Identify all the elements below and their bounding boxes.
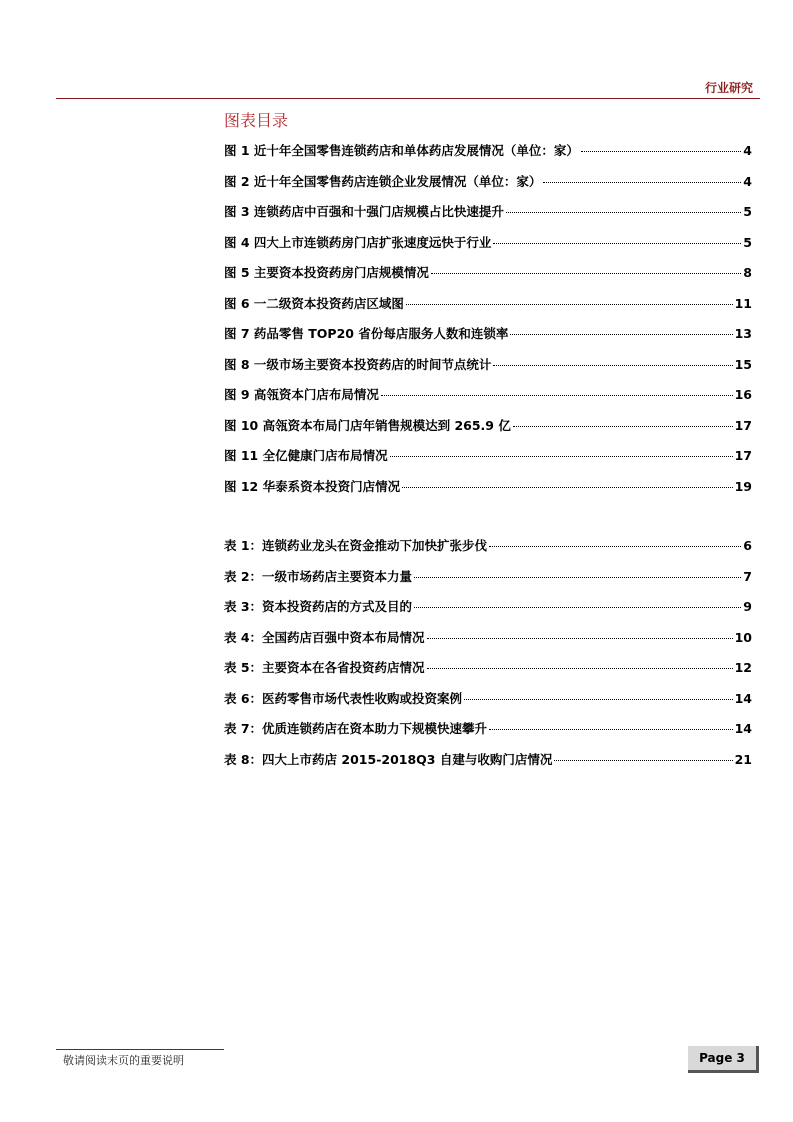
toc-entry-page: 14 xyxy=(734,690,752,706)
toc-entry-label: 图 3 连锁药店中百强和十强门店规模占比快速提升 xyxy=(224,204,504,219)
toc-entry-page: 4 xyxy=(743,173,752,189)
toc-entry-label: 图 9 高瓴资本门店布局情况 xyxy=(224,387,379,402)
toc-entry-figure[interactable] xyxy=(224,324,752,355)
toc-entry-page: 14 xyxy=(734,721,752,736)
toc-entry-figure[interactable] xyxy=(224,355,752,386)
toc-entry-figure[interactable] xyxy=(224,202,752,233)
toc-entry-label: 图 12 华泰系资本投资门店情况 xyxy=(224,478,401,494)
toc-entry-page: 6 xyxy=(743,538,752,553)
toc-entry-figure[interactable] xyxy=(224,385,752,416)
dot-leader xyxy=(493,243,741,244)
toc-entry-label: 表 1：连锁药业龙头在资金推动下加快扩张步伐 xyxy=(224,538,488,553)
toc-entry-label: 图 10 高瓴资本布局门店年销售规模达到 265.9 亿 xyxy=(224,417,511,433)
dot-leader xyxy=(390,456,733,457)
toc-entry-page: 19 xyxy=(734,478,752,494)
figure-list xyxy=(224,141,752,507)
toc-entry-label: 图 2 近十年全国零售药店连锁企业发展情况（单位：家） xyxy=(224,173,542,189)
dot-leader xyxy=(464,699,733,700)
dot-leader xyxy=(581,151,741,152)
toc-entry-figure[interactable] xyxy=(224,294,752,325)
toc-entry-figure[interactable] xyxy=(224,477,752,508)
dot-leader xyxy=(402,487,732,488)
toc-entry-page: 11 xyxy=(734,295,752,311)
toc-entry-label: 图 4 四大上市连锁药房门店扩张速度远快于行业 xyxy=(224,234,492,250)
toc-entry-page: 5 xyxy=(743,234,752,250)
toc-entry-page: 4 xyxy=(743,143,752,158)
dot-leader xyxy=(543,182,741,183)
toc-entry-figure[interactable] xyxy=(224,263,752,294)
toc-entry-label: 图 5 主要资本投资药房门店规模情况 xyxy=(224,265,429,280)
dot-leader xyxy=(554,760,732,761)
toc-entry-figure[interactable] xyxy=(224,233,752,264)
toc-entry-table[interactable] xyxy=(224,536,752,567)
toc-entry-page: 12 xyxy=(734,660,752,675)
toc-entry-label: 表 8：四大上市药店 2015-2018Q3 自建与收购门店情况 xyxy=(224,751,553,767)
toc-entry-table[interactable] xyxy=(224,597,752,628)
toc-entry-page: 17 xyxy=(734,417,752,433)
toc-entry-figure[interactable] xyxy=(224,416,752,447)
toc-entry-page: 8 xyxy=(743,265,752,280)
toc-entry-figure[interactable] xyxy=(224,141,752,172)
toc-entry-label: 表 6：医药零售市场代表性收购或投资案例 xyxy=(224,690,463,706)
toc-entry-table[interactable] xyxy=(224,658,752,689)
toc-entry-page: 9 xyxy=(743,599,752,614)
dot-leader xyxy=(427,638,733,639)
toc-entry-table[interactable] xyxy=(224,567,752,598)
toc-entry-figure[interactable] xyxy=(224,172,752,203)
toc-entry-page: 21 xyxy=(734,751,752,767)
toc-entry-page: 13 xyxy=(734,326,752,341)
toc-entry-label: 表 7：优质连锁药店在资本助力下规模快速攀升 xyxy=(224,721,488,736)
toc-entry-page: 10 xyxy=(734,629,752,645)
dot-leader xyxy=(513,426,733,427)
toc-entry-label: 表 4：全国药店百强中资本布局情况 xyxy=(224,629,425,645)
toc-entry-figure[interactable] xyxy=(224,446,752,477)
footer-divider xyxy=(56,1049,224,1050)
report-category-label: 行业研究 xyxy=(704,81,753,95)
dot-leader xyxy=(427,668,733,669)
table-list xyxy=(224,536,752,780)
header-divider xyxy=(56,98,760,99)
toc-entry-table[interactable] xyxy=(224,750,752,781)
toc-entry-label: 图 6 一二级资本投资药店区域图 xyxy=(224,295,404,311)
dot-leader xyxy=(431,273,741,274)
toc-entry-label: 图 8 一级市场主要资本投资药店的时间节点统计 xyxy=(224,356,492,372)
dot-leader xyxy=(506,212,741,213)
toc-title: 图表目录 xyxy=(224,111,289,130)
dot-leader xyxy=(414,577,741,578)
toc-entry-page: 7 xyxy=(743,568,752,584)
dot-leader xyxy=(510,334,732,335)
toc-entry-label: 表 3：资本投资药店的方式及目的 xyxy=(224,599,413,614)
toc-entry-table[interactable] xyxy=(224,628,752,659)
disclaimer-note: 敬请阅读末页的重要说明 xyxy=(63,1054,184,1067)
toc-entry-table[interactable] xyxy=(224,689,752,720)
dot-leader xyxy=(489,546,741,547)
toc-entry-label: 图 11 全亿健康门店布局情况 xyxy=(224,448,388,463)
page-number-badge: Page 3 xyxy=(688,1046,759,1073)
dot-leader xyxy=(493,365,732,366)
dot-leader xyxy=(406,304,733,305)
toc-entry-page: 16 xyxy=(734,387,752,402)
toc-entry-label: 图 1 近十年全国零售连锁药店和单体药店发展情况（单位：家） xyxy=(224,143,579,158)
toc-entry-table[interactable] xyxy=(224,719,752,750)
toc-entry-page: 15 xyxy=(734,356,752,372)
toc-entry-page: 5 xyxy=(743,204,752,219)
dot-leader xyxy=(381,395,733,396)
toc-entry-label: 表 2：一级市场药店主要资本力量 xyxy=(224,568,413,584)
toc-entry-label: 表 5：主要资本在各省投资药店情况 xyxy=(224,660,425,675)
toc-entry-page: 17 xyxy=(734,448,752,463)
toc-entry-label: 图 7 药品零售 TOP20 省份每店服务人数和连锁率 xyxy=(224,326,509,341)
dot-leader xyxy=(489,729,733,730)
dot-leader xyxy=(414,607,741,608)
